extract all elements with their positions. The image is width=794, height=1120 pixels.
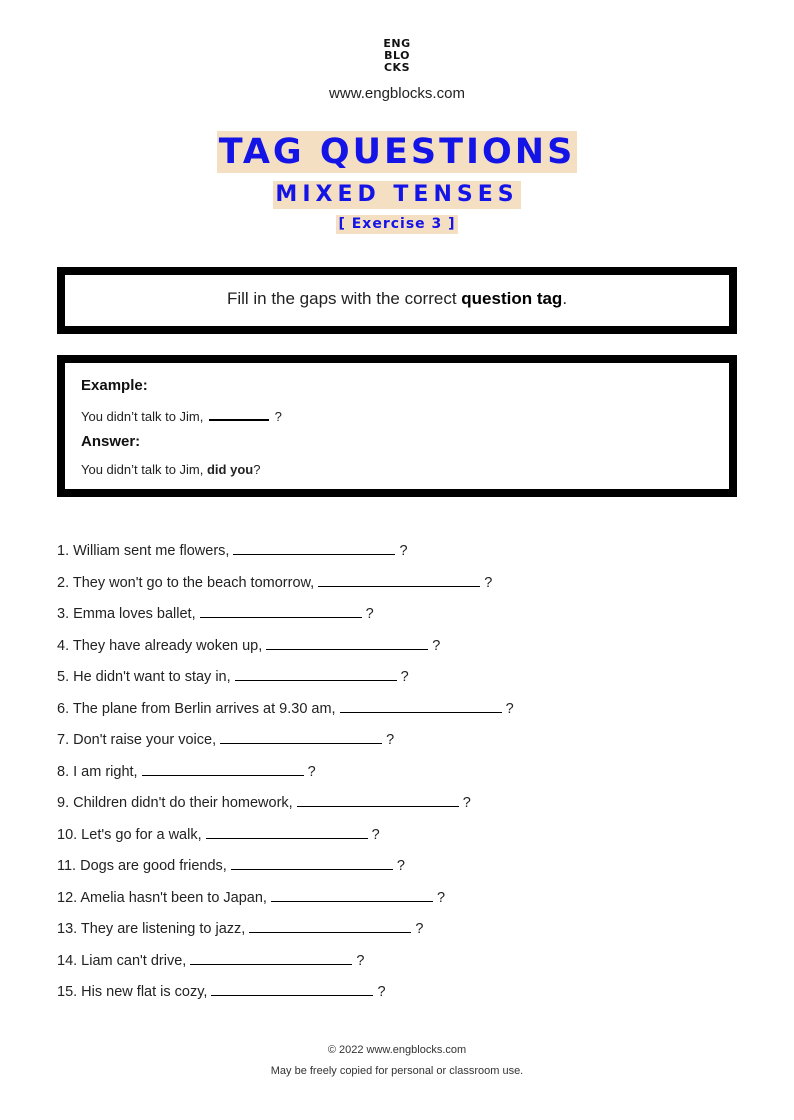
footer-note: May be freely copied for personal or classroom use. xyxy=(270,1065,524,1077)
question-item xyxy=(57,950,364,970)
question-text: 9. Children didn't do their homework, xyxy=(57,795,293,811)
question-mark: ? xyxy=(462,795,471,811)
answer-bold: did you xyxy=(206,462,254,477)
answer-blank[interactable] xyxy=(211,981,373,996)
question-item xyxy=(57,572,492,592)
answer-blank[interactable] xyxy=(206,824,368,839)
example-label: Example: xyxy=(81,377,148,394)
answer-blank[interactable] xyxy=(233,540,395,555)
question-mark: ? xyxy=(365,606,374,622)
logo-line-2: BLO xyxy=(384,49,410,62)
instruction-text xyxy=(65,289,729,309)
question-text: 1. William sent me flowers, xyxy=(57,543,230,559)
answer-blank[interactable] xyxy=(142,761,304,776)
question-item xyxy=(57,603,374,623)
question-text: 13. They are listening to jazz, xyxy=(57,921,246,937)
question-item xyxy=(57,887,445,907)
question-text: 14. Liam can't drive, xyxy=(57,953,187,969)
question-mark: ? xyxy=(400,669,409,685)
site-url: www.engblocks.com xyxy=(329,85,465,102)
answer-blank[interactable] xyxy=(271,887,433,902)
question-mark: ? xyxy=(415,921,424,937)
answer-label: Answer: xyxy=(81,433,141,450)
answer-blank[interactable] xyxy=(220,729,382,744)
answer-blank[interactable] xyxy=(231,855,393,870)
question-item xyxy=(57,635,440,655)
answer-blank[interactable] xyxy=(340,698,502,713)
question-item xyxy=(57,698,514,718)
question-mark: ? xyxy=(386,732,395,748)
subtitle-row xyxy=(0,181,794,209)
footer-copyright: © 2022 www.engblocks.com xyxy=(327,1044,467,1056)
question-text: 2. They won't go to the beach tomorrow, xyxy=(57,575,315,591)
question-text: 12. Amelia hasn't been to Japan, xyxy=(57,890,267,906)
example-box xyxy=(57,355,737,497)
answer-line xyxy=(81,462,260,477)
question-mark: ? xyxy=(399,543,408,559)
question-mark: ? xyxy=(307,764,316,780)
example-sentence-line xyxy=(81,407,282,424)
example-question-mark: ? xyxy=(274,409,282,424)
answer-blank[interactable] xyxy=(249,918,411,933)
question-item xyxy=(57,824,380,844)
question-item xyxy=(57,666,409,686)
exercise-label: [ Exercise 3 ] xyxy=(338,216,456,232)
instruction-box xyxy=(57,267,737,334)
question-item xyxy=(57,918,423,938)
example-blank xyxy=(209,407,269,421)
question-mark: ? xyxy=(377,984,386,1000)
question-text: 11. Dogs are good friends, xyxy=(57,858,227,874)
answer-blank[interactable] xyxy=(318,572,480,587)
question-item xyxy=(57,761,316,781)
answer-blank[interactable] xyxy=(297,792,459,807)
answer-blank[interactable] xyxy=(266,635,428,650)
question-mark: ? xyxy=(436,890,446,906)
engblocks-logo xyxy=(0,38,794,74)
logo-line-1: ENG xyxy=(383,37,411,50)
question-mark: ? xyxy=(356,953,365,969)
page-title: TAG QUESTIONS xyxy=(218,132,576,172)
question-text: 15. His new flat is cozy, xyxy=(57,984,208,1000)
question-mark: ? xyxy=(484,575,493,591)
question-mark: ? xyxy=(396,858,405,874)
answer-blank[interactable] xyxy=(190,950,352,965)
question-mark: ? xyxy=(505,701,514,717)
question-mark: ? xyxy=(432,638,441,654)
instruction-text-before: Fill in the gaps with the correct xyxy=(226,289,462,308)
question-text: 7. Don't raise your voice, xyxy=(57,732,217,748)
question-item xyxy=(57,729,394,749)
page-subtitle: MIXED TENSES xyxy=(275,182,519,207)
question-mark: ? xyxy=(371,827,380,843)
question-text: 6. The plane from Berlin arrives at 9.30 am, xyxy=(57,701,336,717)
question-text: 3. Emma loves ballet, xyxy=(57,606,196,622)
answer-question-mark: ? xyxy=(253,462,261,477)
question-item xyxy=(57,855,405,875)
exercise-row xyxy=(0,215,794,234)
question-item xyxy=(57,540,408,560)
question-item xyxy=(57,981,386,1001)
question-item xyxy=(57,792,471,812)
logo-line-3: CKS xyxy=(383,61,411,74)
instruction-bold: question tag xyxy=(461,289,563,308)
question-text: 5. He didn't want to stay in, xyxy=(57,669,231,685)
question-text: 8. I am right, xyxy=(57,764,138,780)
title-row xyxy=(0,131,794,173)
answer-blank[interactable] xyxy=(235,666,397,681)
example-sentence: You didn’t talk to Jim, xyxy=(81,409,204,424)
answer-blank[interactable] xyxy=(200,603,362,618)
instruction-text-after: . xyxy=(562,289,568,308)
answer-sentence: You didn’t talk to Jim, xyxy=(81,462,207,477)
question-text: 10. Let's go for a walk, xyxy=(57,827,202,843)
question-text: 4. They have already woken up, xyxy=(57,638,263,654)
